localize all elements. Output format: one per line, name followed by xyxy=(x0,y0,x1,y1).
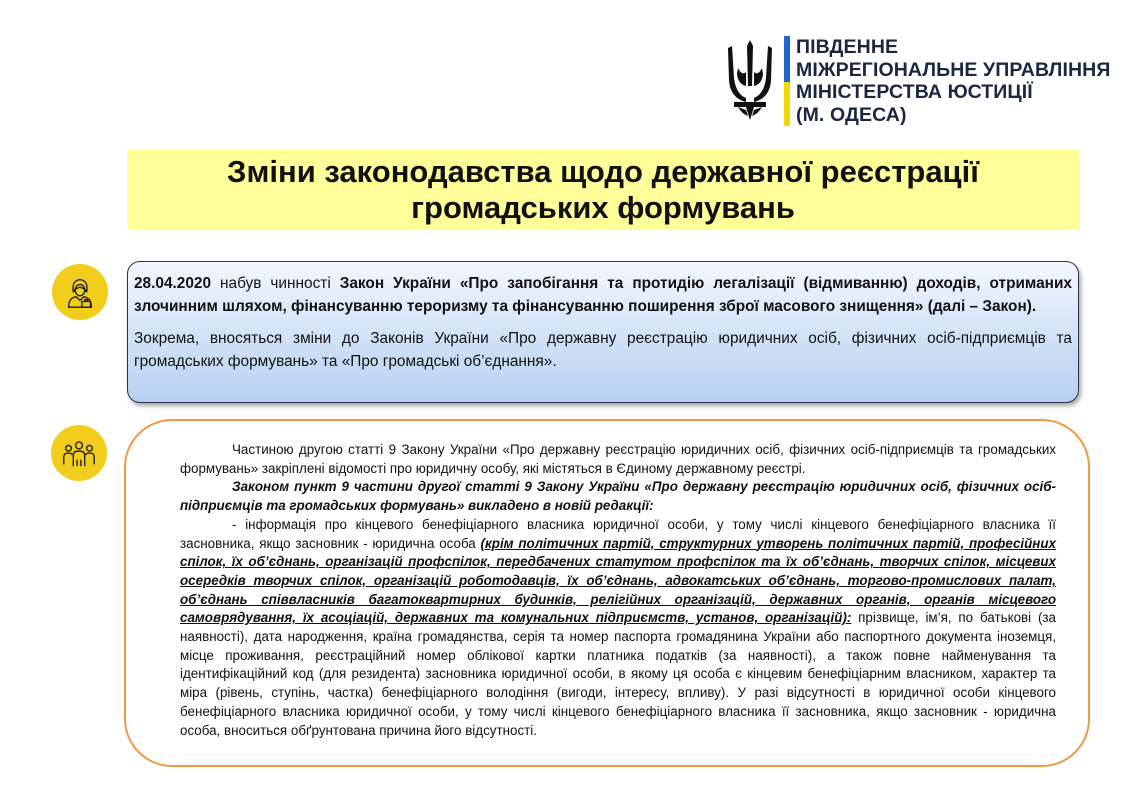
group-people-icon xyxy=(51,425,107,481)
title-line-2: громадських формувань xyxy=(411,190,795,225)
details-paragraph-1: Частиною другою статті 9 Закону України «Про державну реєстрацію юридичних осіб, фізичних осіб-підприємців та громадських формувань» закріплені відомості про юридичну особу, які містяться в Єдиному державному реєстрі. xyxy=(180,442,1056,476)
law-date: 28.04.2020 xyxy=(134,275,212,292)
law-text-connector: набув чинності xyxy=(211,275,340,292)
businesswoman-icon xyxy=(52,264,108,320)
flag-blue-bar xyxy=(784,36,790,82)
law-paragraph xyxy=(134,272,1072,318)
flag-yellow-bar xyxy=(784,82,790,126)
amendments-paragraph: Зокрема, вносяться зміни до Законів України «Про державну реєстрацію юридичних осіб, фізичних осіб-підприємців та громадських формувань» та «Про громадські об’єднання». xyxy=(134,330,1072,370)
org-line-3: МІНІСТЕРСТВА ЮСТИЦІЇ xyxy=(796,81,1033,103)
trident-emblem-icon xyxy=(724,38,776,122)
law-title: Закон України «Про запобігання та протидію легалізації (відмиванню) доходів, отриманих злочинним шляхом, фінансуванню тероризму та фінансуванню поширення зброї масового знищення» (далі – Закон). xyxy=(134,275,1072,315)
beneficiary-info-text: - інформація про кінцевого бенефіціарного власника юридичної особи, у тому числі кінцевого бенефіціарного власника її засновника, якщо засновник - юридична особа xyxy=(180,516,1056,551)
exception-list: (крім політичних партій, структурних утворень політичних партій, професійних спілок, їх об’єднань, організацій профспілок, передбачених статутом профспілок та їх об’єднань, творчих спілок, місцевих осередків творчих спілок, організацій роботодавців, їх об’єднань, адвокатських об’єднань, торгово-промислових палат, об’єднань співвласників багатоквартирних будинків, релігійних організацій, державних органів, органів місцевого самоврядування, їх асоціацій, державних та комунальних підприємств, установ, організацій): xyxy=(180,535,1056,626)
beneficiary-details-text: прізвище, ім’я, по батькові (за наявності), дата народження, країна громадянства, серія та номер паспорта громадянина України або паспортного документа іноземця, місце проживання, реєстраційний номер облікової картки платника податків (за наявності), а також повне найменування та ідентифікаційний код (для резидента) засновника юридичної особи, в якому ця особа є кінцевим бенефіціарним власником, характер та міра (рівень, ступінь, частка) бенефіціарного володіння (вигоди, інтересу, впливу). У разі відсутності в юридичної особи кінцевого бенефіціарного власника юридичної особи, у тому числі кінцевого бенефіціарного власника її засновника, якщо засновник - юридична особа, вноситься обґрунтована причина його відсутності. xyxy=(180,610,1056,738)
org-line-1: ПІВДЕННЕ xyxy=(796,36,899,58)
org-line-4: (М. ОДЕСА) xyxy=(796,103,907,126)
legal-details-box xyxy=(124,419,1090,767)
org-line-2: МІЖРЕГІОНАЛЬНЕ УПРАВЛІННЯ xyxy=(796,58,1111,81)
title-line-1: Зміни законодавства щодо державної реєстрації xyxy=(227,154,979,189)
details-paragraph-2: Законом пункт 9 частини другої статті 9 Закону України «Про державну реєстрацію юридичних осіб, фізичних осіб-підприємців та громадських формувань» викладено в новій редакції: xyxy=(180,479,1056,514)
details-paragraph-3 xyxy=(180,516,1056,740)
law-announcement-box xyxy=(127,261,1079,403)
page-title xyxy=(127,150,1079,230)
organization-name xyxy=(796,36,1110,126)
